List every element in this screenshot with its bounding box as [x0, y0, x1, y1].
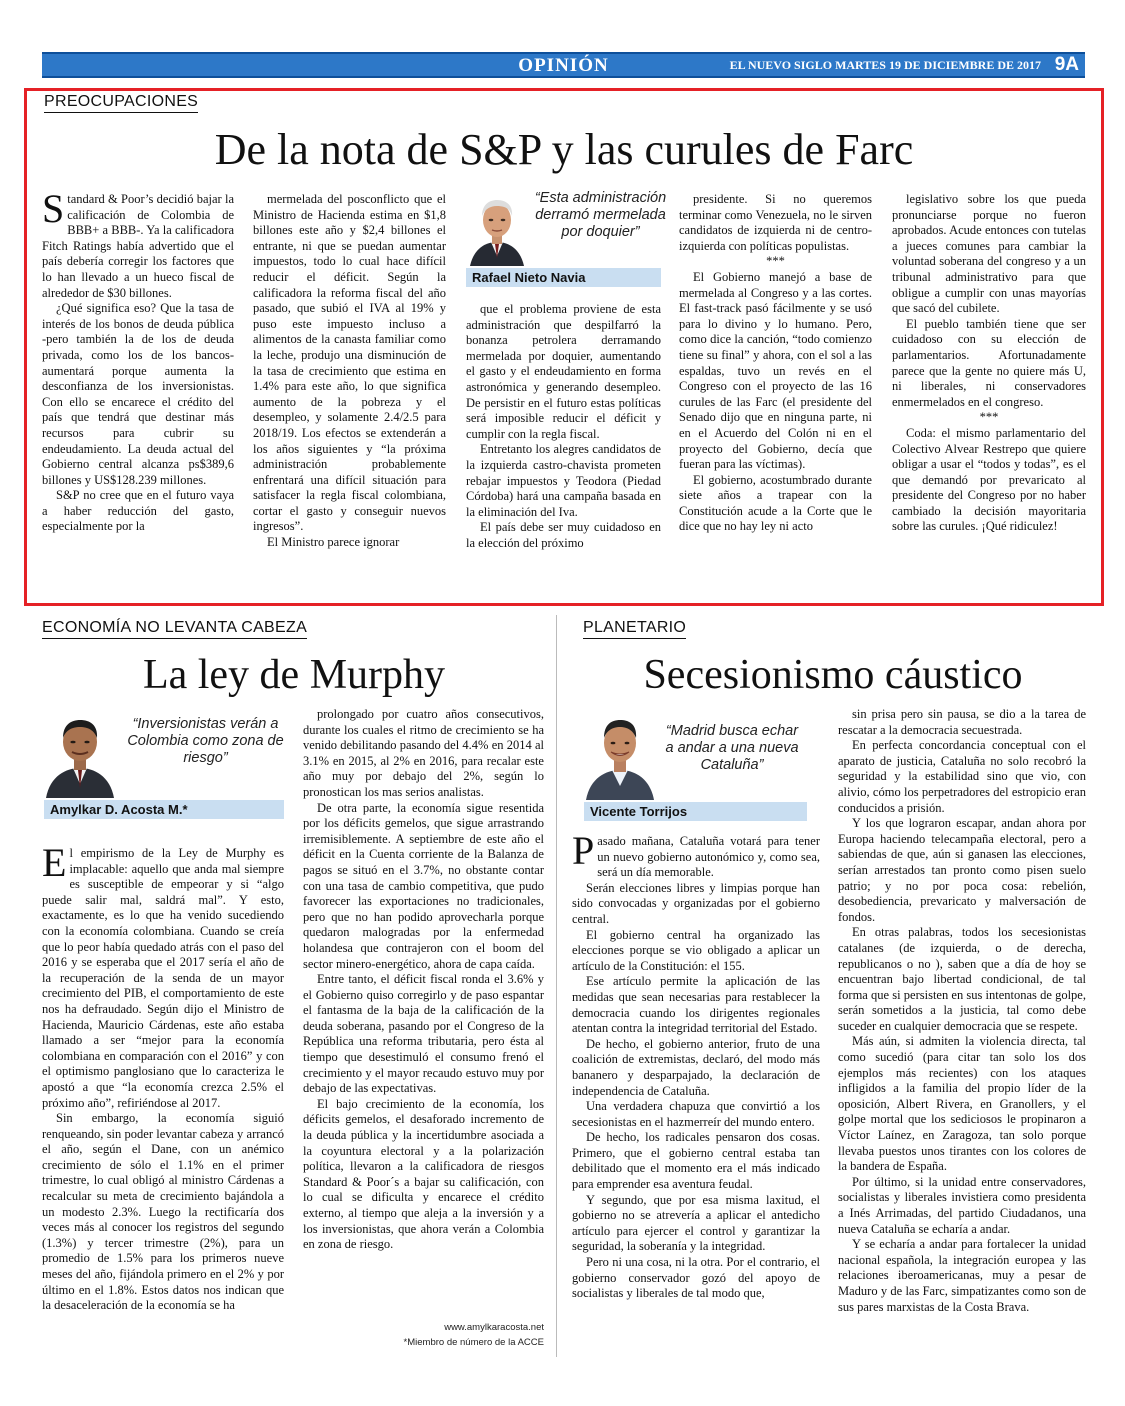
article2-author-name: Amylkar D. Acosta M.*: [44, 800, 284, 819]
article2-column-2: [303, 707, 544, 1319]
body-paragraph: Entre tanto, el déficit fiscal ronda el 3.6% y el Gobierno quiso corregirlo y de paso espantar el fantasma de la baja de la calificación de la deuda soberana, pasando por el Congreso de la República una reforma tributaria, pero ésta al tiempo que desestimuló el consumo frenó el crecimiento y el mayor recaudo estuvo muy por debajo de las expectativas.: [303, 972, 544, 1096]
author-photo-rafael: [466, 192, 528, 266]
article3-column-1: [572, 834, 820, 1358]
body-paragraph: S&P no cree que en el futuro vaya a haber reducción del gasto, especialmente por la: [42, 488, 234, 534]
body-paragraph: ***: [979, 410, 999, 425]
drop-cap: S: [42, 192, 65, 231]
article2-column-1: [42, 846, 284, 1358]
drop-cap: E: [42, 846, 67, 885]
body-paragraph: El empirismo de la Ley de Murphy es implacable: aquello que anda mal siempre es susceptible de empeorar y si “algo puede salir mal, saldrá mal”. Y esto, exactamente, es lo que ha venido sucediendo con la economía colombiana. Cuando se creía que lo peor había quedado atrás con el paso del 2016 y se esperaba que el 2017 sería el año de la recuperación de la senda de un mayor crecimiento del PIB, el comportamiento de este nos ha defraudado. Según dijo el Ministro de Hacienda, Mauricio Cárdenas, este año estaba llamado a ser “mejor para la economía colombiana en comparación con el 2016” y con el optimismo panglosiano que lo caracteriza le apostó a que “la economía crezca 2.5% el próximo año”, refiriéndose al 2017.: [42, 846, 284, 1110]
body-paragraph: Ese artículo permite la aplicación de las medidas que sean necesarias para restablecer la democracia cuando los dirigentes regionales atentan contra la integridad territorial del Estado.: [572, 974, 820, 1036]
body-paragraph: Y se echaría a andar para fortalecer la unidad nacional española, la integración europea y las relaciones iberoamericanas, muy a pesar de Maduro y de las Farc, simpatizantes como son de sus pares marxistas de la Costa Brava.: [838, 1237, 1086, 1314]
body-paragraph: Una verdadera chapuza que convirtió a los secesionistas en el hazmerreír del mundo entero.: [572, 1099, 820, 1129]
body-paragraph: Por último, si la unidad entre conservadores, socialistas y liberales invistiera como presidenta a Inés Arrimadas, del partido Ciudadanos, una nueva Cataluña se echaría a andar.: [838, 1174, 1086, 1236]
article1-column-2: [253, 192, 446, 590]
body-paragraph: El bajo crecimiento de la economía, los déficits gemelos, el desaforado incremento de la deuda pública y la incertidumbre asociada a la coyuntura electoral y a la polarización política, llevaron a la calificadora de riesgos Standard & Poor´s a bajar su calificación, con lo cual se dificulta y encarece el crédito externo, al tiempo que aleja a la inversión y a los inversionistas, que ahora verán a Colombia en zona de riesgo.: [303, 1096, 544, 1252]
body-paragraph: El país debe ser muy cuidadoso en la elección del próximo: [466, 520, 661, 550]
body-paragraph: El Ministro parece ignorar: [267, 535, 400, 550]
body-paragraph: legislativo sobre los que pueda pronunciarse porque no fueron aprobados. Acude entonces con tutelas a jueces comunes para cambiar la voluntad soberana del congreso y a un tribunal administrativo para que obligue a cumplir con unas mayorías que sacó del cubilete.: [892, 192, 1086, 316]
article2-kicker: ECONOMÍA NO LEVANTA CABEZA: [42, 619, 307, 639]
body-paragraph: mermelada del posconflicto que el Ministro de Hacienda estima en $1,8 billones este año y $2,4 billones el entrante, ni que se puedan aumentar impuestos, todo lo cual hace difícil reducir el déficit. Según la calificadora la reforma fiscal del año pasado, que subió el IVA al 19% y puso este impuesto incluso a alimentos de la canasta familiar como la leche, produjo una disminución de la tasa de crecimiento que estima en 1.4% para este año, lo que significa aumento de la pobreza y el desempleo, y solamente 2.4/2.5 para 2018/19. Los efectos se extenderán a los años siguientes y “la próxima administración probablemente enfrentará una difícil situación para satisfacer la regla fiscal colombiana, cortar el gasto y conseguir nuevos ingresos”.: [253, 192, 446, 534]
body-paragraph: El gobierno, acostumbrado durante siete años a trapear con la Constitución acude a la Corte que le dice que no hay ley ni acto: [679, 472, 872, 534]
article3-column-2: [838, 707, 1086, 1358]
body-paragraph: Pero ni una cosa, ni la otra. Por el contrario, el gobierno conservador gozó del apoyo de socialistas y liberales de tal modo que,: [572, 1255, 820, 1301]
body-paragraph: Serán elecciones libres y limpias porque han sido convocadas y organizadas por el gobierno central.: [572, 880, 820, 926]
article3-headline: Secesionismo cáustico: [643, 652, 1023, 698]
article3-kicker: PLANETARIO: [583, 619, 686, 639]
section-title: OPINIÓN: [518, 55, 609, 76]
body-paragraph: De hecho, los radicales pensaron dos cosas. Primero, que el gobierno central estaba tan debilitado que el momento era el más indicado para emprender esa aventura feudal.: [572, 1130, 820, 1192]
body-paragraph: De otra parte, la economía sigue resentida por los déficits gemelos, que sigue arrastrando irremisiblemente. A septiembre de este año el déficit en la Cuenta corriente de la Balanza de pagos se situó en el 3.7%, no obstante contar con una tasa de cambio competitiva, que pudo favorecer las exportaciones no tradicionales, pero que no han podido aprovecharla porque quedaron malogradas por la enfermedad holandesa que contrajeron con el boom del sector minero-energético, ahora de capa caída.: [303, 800, 544, 971]
article1-kicker: PREOCUPACIONES: [44, 93, 198, 113]
body-paragraph: Y segundo, que por esa misma laxitud, el gobierno no se atrevería a aplicar el antedicho artículo para ejercer el control y garantizar la seguridad, la soberanía y la integridad.: [572, 1192, 820, 1254]
article1-column-1: [42, 192, 234, 590]
author-website: www.amylkaracosta.net: [444, 1322, 544, 1333]
body-paragraph: presidente. Si no queremos terminar como Venezuela, no le sirven candidatos de izquierda ni de centro-izquierda con políticas populistas.: [679, 192, 872, 253]
body-paragraph: En perfecta concordancia conceptual con el aparato de justicia, Cataluña no solo recobró la seguridad y la estabilidad sino que vio, con alivio, cómo los perpetradores del estropicio eran conducidos a prisión.: [838, 738, 1086, 815]
article1-column-3: [466, 302, 661, 590]
drop-cap: P: [572, 834, 595, 873]
body-paragraph: El gobierno central ha organizado las elecciones porque se vio obligado a aplicar un artículo de la Constitución: el 155.: [572, 927, 820, 973]
body-paragraph: ***: [766, 254, 785, 269]
body-paragraph: Pasado mañana, Cataluña votará para tener un nuevo gobierno autonómico y, como sea, será un día memorable.: [572, 834, 820, 880]
body-paragraph: que el problema proviene de esta administración que despilfarró la bonanza petrolera derramando mermelada por doquier, aumentando el gasto y el endeudamiento en forma astronómica y generando desempleo. De persistir en el futuro estas políticas será imposible reducir el déficit y cumplir con la regla fiscal.: [466, 302, 661, 441]
author-photo-vicente: [584, 712, 656, 800]
article1-column-5: [892, 192, 1086, 590]
body-paragraph: Más aún, si admiten la violencia directa, tal como sucedió (para citar tan solo los dos ejemplos más recientes) con los ataques infligidos a la familia del propio líder de la oposición, Albert Rivera, en Granollers, y el golpe mortal que los sediciosos le propinaron a Víctor Laínez, en Zaragoza, tan solo porque llevaba puestos unos tirantes con los colores de la bandera de España.: [838, 1034, 1086, 1174]
body-paragraph: ¿Qué significa eso? Que la tasa de interés de los bonos de deuda pública -pero también la de los de deuda privada, como los de los bancos- aumentará porque aumenta la desconfianza de los inversionistas. Con ello se encarece el crédito del país que tendrá que destinar más recursos para cubrir su endeudamiento. La deuda actual del Gobierno central alcanza ps$389,6 billones y US$128.239 millones.: [42, 301, 234, 487]
article1-author-name: Rafael Nieto Navia: [466, 268, 661, 287]
body-paragraph: Y los que lograron escapar, andan ahora por Europa haciendo telecampaña electoral, pero a sabiendas de que, aún si ganasen las elecciones, serían arrestados tan pronto como pisen suelo patrio; y no por poca cosa: rebelión, desobediencia, prevaricato y malversación de fondos.: [838, 816, 1086, 924]
article2-headline: La ley de Murphy: [142, 652, 446, 698]
article3-author-name: Vicente Torrijos: [584, 802, 807, 821]
body-paragraph: Standard & Poor’s decidió bajar la calificación de Colombia de BBB+ a BBB-. Ya la calificadora Fitch Ratings había advertido que el país debería corregir los factores que lo han llevado a un hueco fiscal de alrededor de $30 billones.: [42, 192, 234, 300]
body-paragraph: Entretanto los alegres candidatos de la izquierda castro-chavista prometen rebajar impuestos y Teodora (Piedad Córdoba) hará una campaña basada en la eliminación del Iva.: [466, 442, 661, 519]
author-photo-amylkar: [44, 712, 116, 798]
article2-pull-quote: “Inversionistas verán a Colombia como zona de riesgo”: [127, 716, 284, 766]
article1-headline: De la nota de S&P y las curules de Farc: [214, 125, 914, 174]
body-paragraph: En otras palabras, todos los secesionistas catalanes (de izquierda, o de derecha, republicanos o no ), saben que a día de hoy se encuentran bajo libertad condicional, de tal forma que si persisten en sus intentonas de golpe, serán sometidos a la justicia, tal como debe suceder en cualquier democracia que se respete.: [838, 925, 1086, 1033]
column-divider: [556, 615, 557, 1357]
body-paragraph: El Gobierno manejó a base de mermelada al Congreso y a las cortes. El fast-track pasó fácilmente y se usó para lo divino y lo humano. Pero, como dice la canción, “todo comienzo tiene su final” y ahora, con el sol a las espaldas, tuvo un revés en el Congreso con el proyecto de las 16 curules de las Farc (el presidente del Senado dijo que en ninguna parte, ni en el Acuerdo del Colón ni en el proyecto del Gobierno, decía que fueran para las víctimas).: [679, 269, 872, 472]
body-paragraph: Coda: el mismo parlamentario del Colectivo Alvear Restrepo que quiere obligar a usar el “todos y todas”, es el que demandó por prevaricato al presidente del Congreso por no haber cambiado la decisión mayoritaria sobre las curules. ¡Qué ridiculez!: [892, 425, 1086, 534]
publication-date-line: EL NUEVO SIGLO MARTES 19 DE DICIEMBRE DE 2017: [729, 58, 1041, 72]
body-paragraph: Sin embargo, la economía siguió renqueando, sin poder levantar cabeza y arrancó el año, según el Dane, con un anémico crecimiento de sólo el 1.1% en el primer trimestre, lo cual obligó al ministro Cárdenas a recalcular su meta de crecimiento bajándola a un modesto 2.3%. Luego la rectificaría dos veces más al conocer los registros del segundo (1.3%) y tercer trimestre (2%), para un promedio de 1.5% para los primeros nueve meses del año, fijándola primero en el 2% y por último en el 1.8%. Estos datos nos indican que la desaceleración de la economía se ha: [42, 1111, 284, 1313]
page-header-bar: [42, 52, 1085, 78]
article1-pull-quote: “Esta administración derramó mermelada por doquier”: [534, 190, 667, 240]
page-number: 9A: [1054, 54, 1079, 75]
body-paragraph: De hecho, el gobierno anterior, fruto de una coalición de extremistas, declaró, del modo más bananero y desparpajado, la declaración de independencia de Cataluña.: [572, 1036, 820, 1098]
body-paragraph: prolongado por cuatro años consecutivos, durante los cuales el ritmo de crecimiento se ha venido debilitando pasando del 4.4% en 2014 al 3.1% en 2015, al 2% en 2016, para recalar este año muy por debajo del 2%, según lo pronostican los mas serios analistas.: [303, 707, 544, 799]
article3-pull-quote: “Madrid busca echar a andar a una nueva Cataluña”: [665, 723, 799, 773]
article1-column-4: [679, 192, 872, 590]
author-footnote: *Miembro de número de la ACCE: [403, 1337, 544, 1348]
body-paragraph: El pueblo también tiene que ser cuidadoso con su elección de parlamentarios. Afortunadamente parece que la gente no quiere más U, ni liberales, ni conservadores enmermelados en el congreso.: [892, 316, 1086, 409]
body-paragraph: sin prisa pero sin pausa, se dio a la tarea de rescatar a la democracia secuestrada.: [838, 707, 1086, 737]
